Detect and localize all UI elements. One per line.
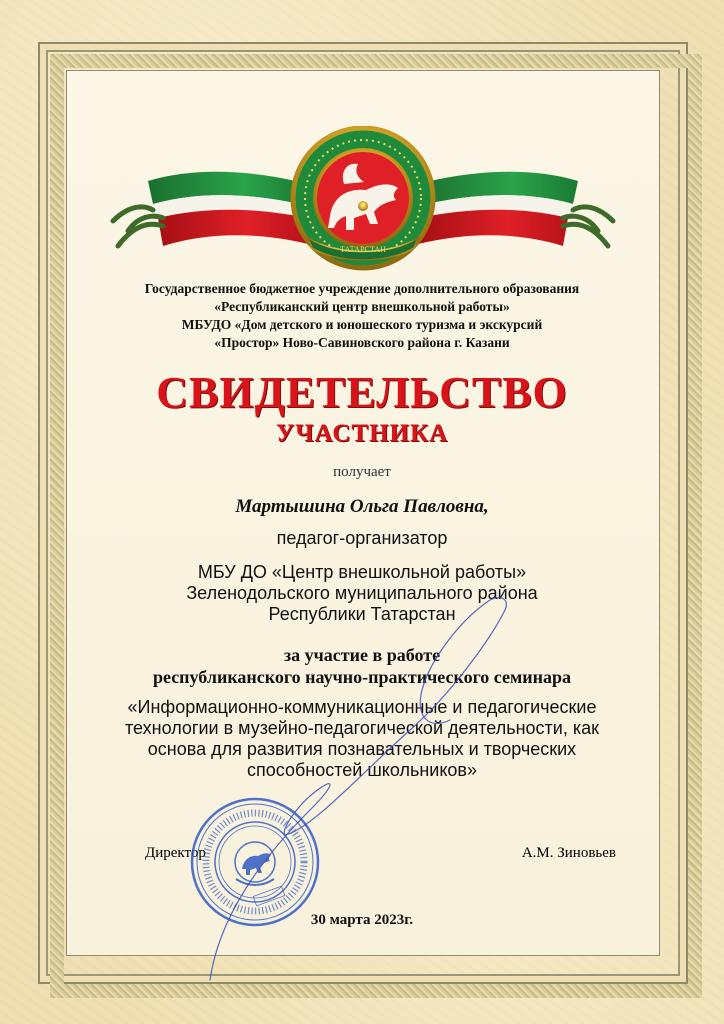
organization-line: МБУДО «Дом детского и юношеского туризма и экскурсий: [181, 317, 543, 332]
participation-line: республиканского научно-практического семинара: [152, 667, 572, 687]
director-name: А.М. Зиновьев: [521, 845, 616, 861]
participation-statement: [70, 644, 654, 688]
topic-line: способностей школьников»: [246, 760, 477, 780]
emblem-ribbon-text: ТАТАРСТАН: [340, 245, 386, 254]
tatarstan-emblem: [108, 126, 618, 276]
organization-block: [70, 280, 654, 352]
flag-wing-right: [418, 172, 613, 246]
official-stamp: [188, 795, 322, 929]
certificate-title: СВИДЕТЕЛЬСТВО: [156, 368, 568, 417]
topic-line: технологии в музейно-педагогической деятельности, как: [124, 718, 600, 738]
recipient-position: педагог-организатор: [276, 528, 448, 548]
workplace-line: Зеленодольского муниципального района: [186, 583, 538, 603]
emblem-medallion: [293, 128, 433, 268]
recipient-workplace: [70, 562, 654, 625]
flag-wing-left: [113, 172, 308, 246]
topic-line: основа для развития познавательных и творческих: [147, 739, 577, 759]
workplace-line: МБУ ДО «Центр внешкольной работы»: [197, 562, 527, 582]
issue-date: 30 марта 2023г.: [310, 912, 414, 928]
workplace-line: Республики Татарстан: [268, 604, 456, 624]
organization-line: «Простор» Ново-Савиновского района г. Казани: [214, 335, 510, 350]
organization-line: Государственное бюджетное учреждение дополнительного образования: [144, 281, 580, 296]
recipient-name: Мартышина Ольга Павловна,: [235, 496, 489, 517]
organization-line: «Республиканский центр внешкольной работы»: [214, 299, 510, 314]
receives-label: получает: [333, 464, 391, 480]
participation-line: за участие в работе: [283, 645, 441, 665]
certificate-subtitle: УЧАСТНИКА: [275, 420, 449, 447]
seminar-topic: [70, 697, 654, 781]
topic-line: «Информационно-коммуникационные и педагогические: [127, 697, 597, 717]
director-label: Директор: [145, 845, 206, 861]
